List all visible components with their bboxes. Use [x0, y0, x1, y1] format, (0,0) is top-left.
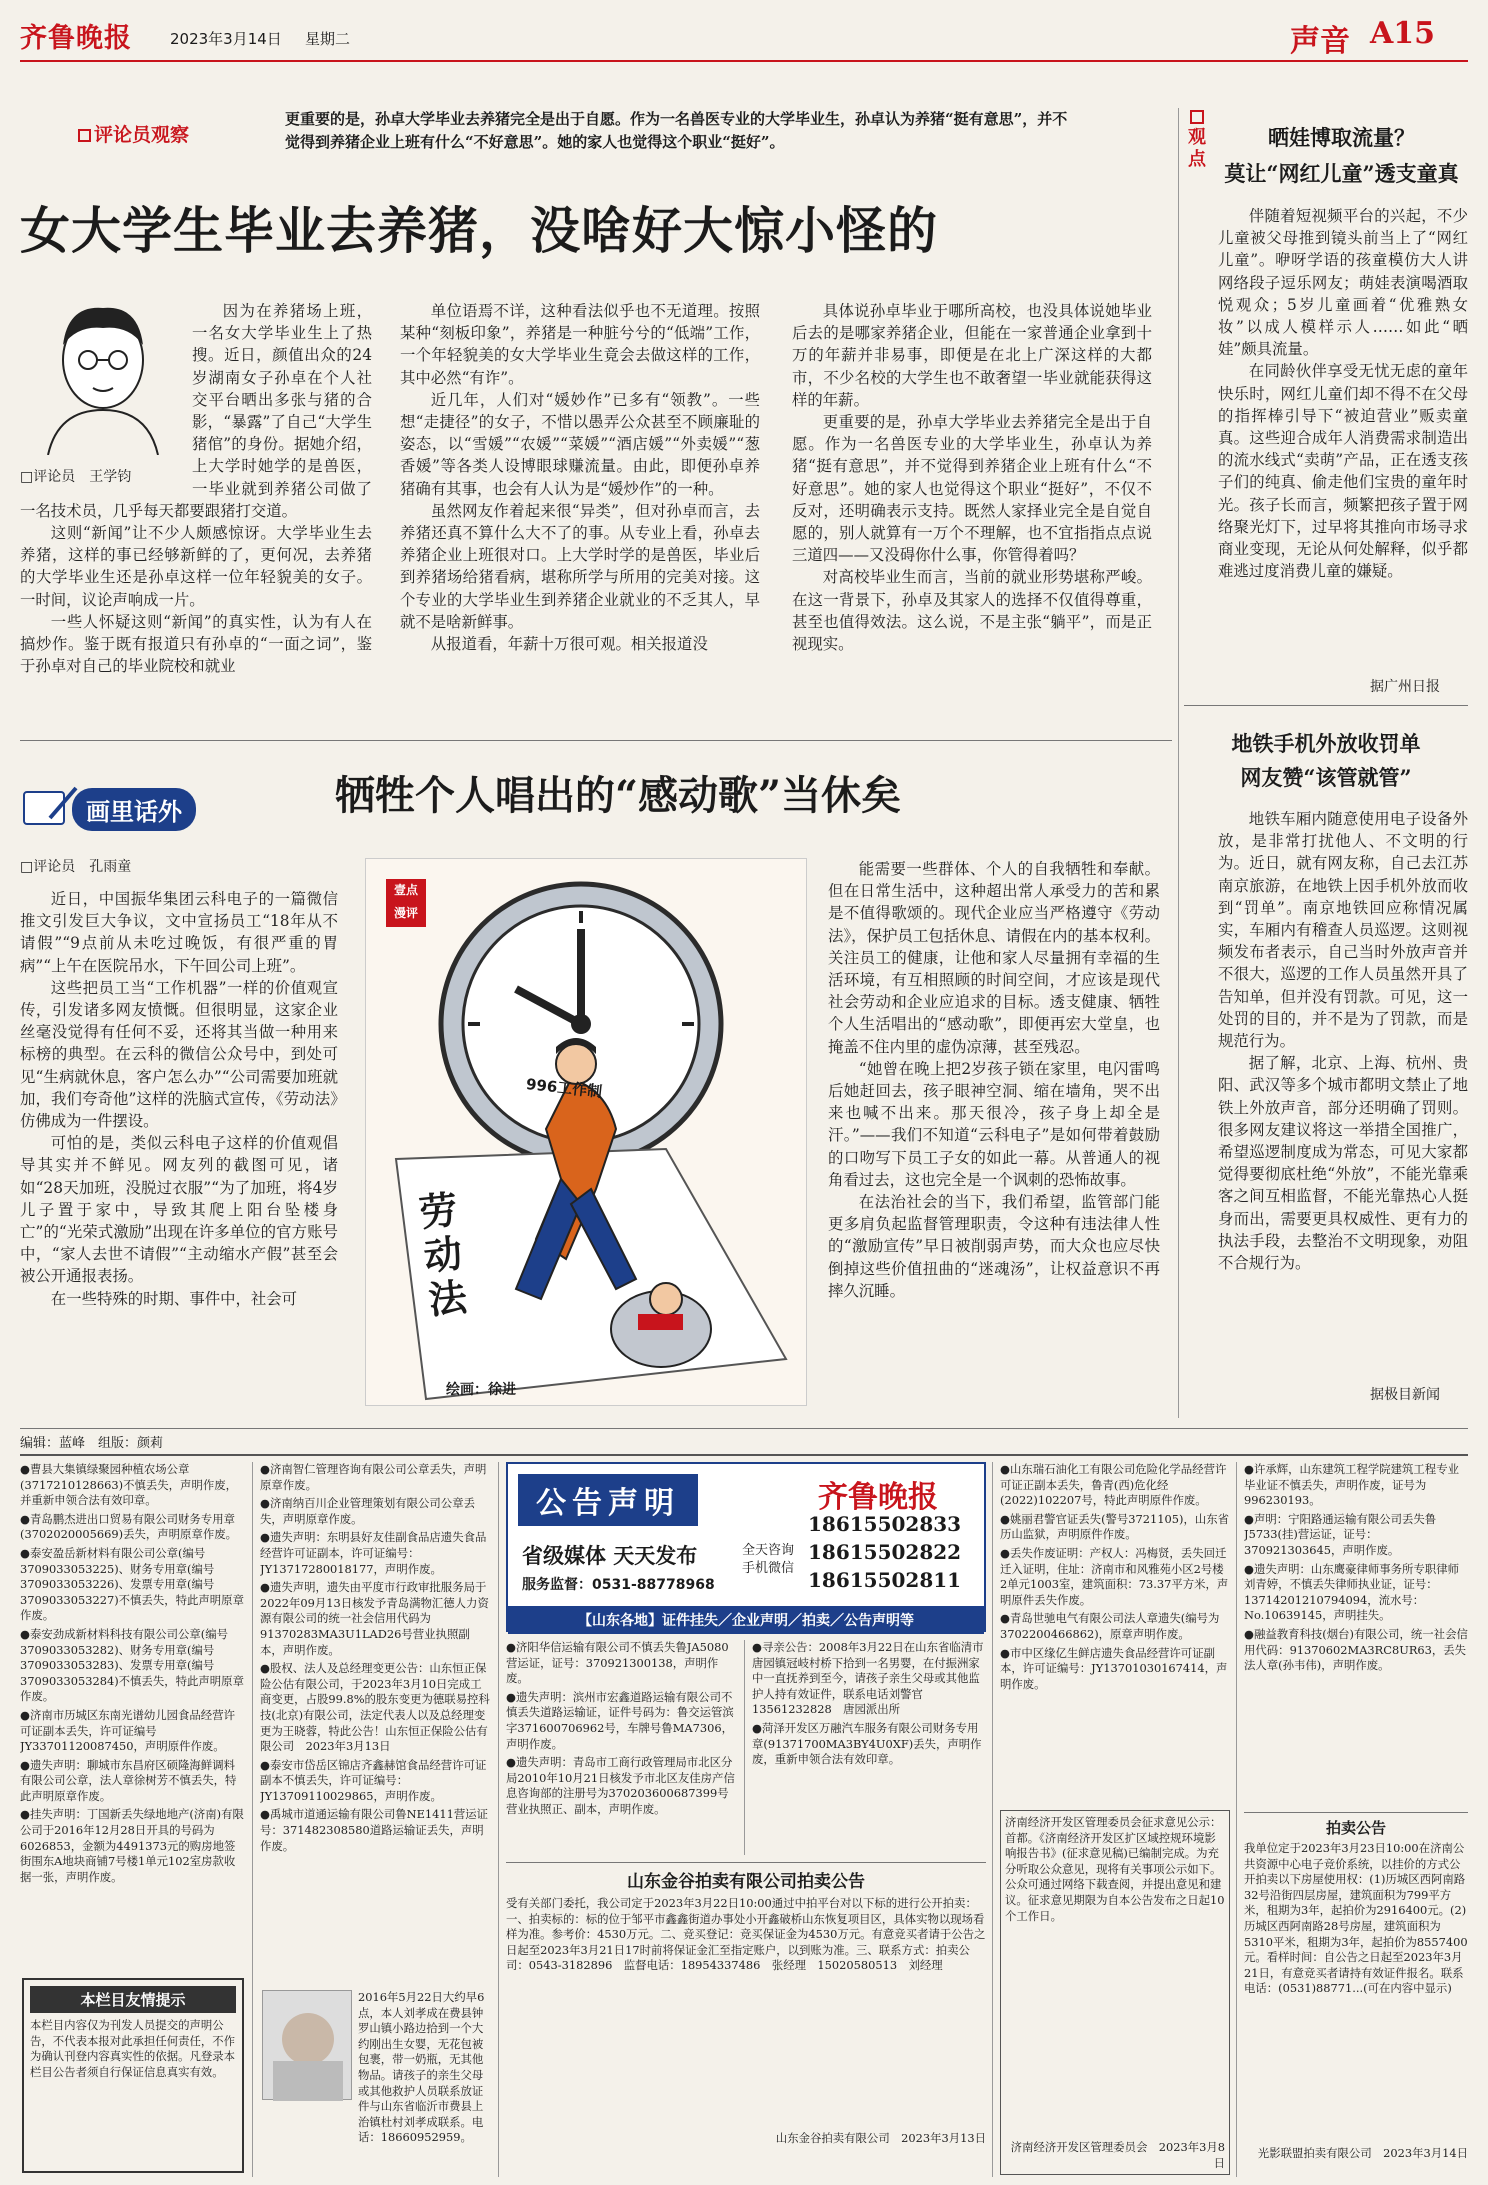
ad-item: ●股权、法人及总经理变更公告：山东恒正保险公估有限公司，于2023年3月10日完成工商变更，占股99.8%的股东变更为德联易控科技(北京)有限公司，法定代表人以及总经理变更为王晓蓉，特此公告！山东恒正保险公估有限公司 2023年3月13日	[260, 1661, 490, 1754]
ad-item: ●遗失声明，遗失由平度市行政审批服务局于2022年09月13日核发予青岛满物汇德人力资源有限公司的统一社会信用代码为91370283MA3U1LAD26号营业执照副本，声明作废。	[260, 1580, 489, 1657]
paragraph: “她曾在晚上把2岁孩子锁在家里，电闪雷鸣后她赶回去，孩子眼神空洞、缩在墙角，哭不出来也喊不出来。那天很冷，孩子身上却全是汗。”——我们不知道“云科电子”是如何带着鼓励的口吻写下员工子女的如此一幕。从普通人的视角看过去，这也完全是一个讽刺的恐怖故事。	[828, 1059, 1160, 1189]
editors-credit: 编辑：蓝峰 组版：颜莉	[20, 1436, 164, 1451]
paragraph: 这则“新闻”让不少人颇感惊讶。大学毕业生去养猪，这样的事已经够新鲜的了，更何况，去养猪的大学毕业生还是孙卓这样一位年轻貌美的女子。一时间，议论声响成一片。	[20, 524, 372, 609]
paragraph: 地铁车厢内随意使用电子设备外放，是非常打扰他人、不文明的行为。近日，就有网友称，自己去江苏南京旅游，在地铁上因手机外放而收到“罚单”。南京地铁回应称情况属实，车厢内有稽查人员巡逻。这则视频发布者表示，自己当时外放声音并不很大，巡逻的工作人员虽然开具了告知单，但并没有罚款。可见，这一处罚的目的，并不是为了罚款，而是规范行为。	[1218, 810, 1468, 1051]
foundling-notice: 2016年5月22日大约早6点，本人刘孝成在费县钟罗山镇小路边拾到一个大约刚出生女婴，无花包被包裹，带一奶瓶，无其他物品。请孩子的亲生父母或其他救护人员联系放证件与山东省临沂市费县上治镇杜村刘孝成联系。电话：18660952959。	[358, 1990, 485, 2145]
ad-divider	[252, 1462, 253, 2177]
paragraph: 一些人怀疑这则“新闻”的真实性，认为有人在搞炒作。鉴于既有报道只有孙卓的“一面之词”，鉴于孙卓对自己的毕业院校和就业	[20, 612, 372, 676]
auction-2-body: 我单位定于2023年3月23日10:00在济南公共资源中心电子竞价系统，以挂价的方式公开拍卖以下房屋使用权：(1)历城区西阿南路32号沿街四层房屋，建筑面积为799平方米，租期为3年，起拍价为2916400元。(2)历城区西阿南路28号房屋，建筑面积为5310平米，租期为3年，起拍价为8557400元。看样时间：自公告之日起至2023年3月21日，有意竞买者请持有效证件报名。联系电话：(0531)88771...(可在内容中显示)	[1244, 1841, 1468, 1996]
ad-item: ●泰安盈岳新材料有限公司公章(编号3709033053225)、财务专用章(编号3709033053226)、发票专用章(编号3709033053227)不慎丢失，特此声明原章作废。	[20, 1545, 244, 1623]
ad-item: ●泰安劲成新材料科技有限公司公章(编号3709033053282)、财务专用章(编号3709033053283)、发票专用章(编号3709033053284)不慎丢失，特此声明原章作废。	[20, 1626, 244, 1704]
ad-divider	[744, 1640, 745, 1855]
paragraph: 在同龄伙伴享受无忧无虑的童年快乐时，网红儿童们却不得不在父母的指挥棒引导下“被迫营业”贩卖童真。这些迎合成年人消费需求制造出的流水线式“卖萌”产品，正在透支孩子们的纯真、偷走他们宝贵的童年时光。孩子长而言，频繁把孩子置于网络聚光灯下，过早将其推向市场寻求商业变现，无论从何处解释，似乎都难逃过度消费儿童的嫌疑。	[1218, 362, 1468, 581]
notice-phone: 18615502833	[808, 1512, 962, 1536]
cartoon-credit: 绘画：徐进	[446, 1382, 516, 1398]
notice-categories: 【山东各地】证件挂失／企业声明／拍卖／公告声明等	[508, 1606, 984, 1634]
auction-notice	[506, 1862, 986, 2172]
section-tag-observation	[78, 120, 189, 147]
law-book-title: 劳动法	[417, 1186, 469, 1323]
cartoon-column-2	[828, 858, 1160, 1408]
ads-column-4	[752, 1640, 986, 1855]
ad-item: ●济阳华信运输有限公司不慎丢失鲁JA5080营运证，证号：370921300138，声明作废。	[506, 1640, 729, 1686]
auction-2-sign: 光影联盟拍卖有限公司 2023年3月14日	[1257, 2146, 1468, 2160]
ad-item: ●遗失声明：青岛市工商行政管理局市北区分局2010年10月21日核发予市北区友佳房产信息咨询部的注册号为370203600687399号营业执照正、副本，声明作废。	[506, 1755, 735, 1816]
ads-column-5	[1000, 1462, 1230, 1804]
paragraph: 据了解，北京、上海、杭州、贵阳、武汉等多个城市都明文禁止了地铁上外放声音，部分还明确了罚则。很多网友建议将这一举措全国推广，希望巡逻制度成为常态，可见大家都觉得要彻底杜绝“外放”，不能光靠乘客之间互相监督，不能光靠热心人挺身而出，需要更具权威性、更有力的执法手段，去整治不文明现象，劝阻不合规行为。	[1218, 1054, 1468, 1273]
ad-item: ●声明：宁阳路通运输有限公司丢失鲁J5733(挂)营运证，证号：370921303645，声明作废。	[1244, 1511, 1437, 1557]
ad-item: ●菏泽开发区万融汽车服务有限公司财务专用章(91371700MA3BY4U0XF)丢失，声明作废，重新申领合法有效印章。	[752, 1720, 982, 1767]
notice-brand: 齐鲁晚报	[818, 1480, 938, 1515]
viewpoint-title-2: 莫让“网红儿童”透支童真	[1224, 161, 1459, 186]
divider	[1184, 705, 1468, 706]
cartoon-section-tag	[20, 782, 260, 830]
consultation-sign: 济南经济开发区管理委员会 2023年3月8日	[1010, 2140, 1225, 2170]
viewpoint-source: 据广州日报	[1370, 679, 1440, 695]
section-name: 声音	[1290, 24, 1350, 59]
ad-item: ●许承辉，山东建筑工程学院建筑工程专业毕业证不慎丢失，声明作废，证号为996230193。	[1244, 1462, 1459, 1508]
viewpoint-tag-label: 观点	[1188, 127, 1206, 170]
subway-body	[1218, 808, 1468, 1383]
issue-weekday: 星期二	[305, 30, 351, 48]
ads-column-1	[20, 1462, 245, 1962]
notice-phone-list	[808, 1510, 961, 1594]
auction-2-title: 拍卖公告	[1325, 1819, 1386, 1837]
subway-title-1: 地铁手机外放收罚单	[1231, 731, 1421, 756]
auction-sign: 山东金谷拍卖有限公司 2023年3月13日	[775, 2131, 986, 2145]
ad-item: ●遗失声明：山东鹰豪律师事务所专职律师刘青婷，不慎丢失律师执业证，证号：13714201210794094，流水号：No.10639145，声明挂失。	[1244, 1561, 1459, 1623]
paragraph: 从报道看，年薪十万很可观。相关报道没	[430, 635, 708, 654]
observation-deck: 更重要的是，孙卓大学毕业去养猪完全是出于自愿。作为一名兽医专业的大学毕业生，孙卓认为养猪“挺有意思”，并不觉得到养猪企业上班有什么“不好意思”。她的家人也觉得这个职业“挺好”。	[285, 110, 1068, 151]
ad-item: ●山东瑞石油化工有限公司危险化学品经营许可证正副本丢失，鲁青(西)危化经(2022)102207号，特此声明原件作废。	[1000, 1462, 1227, 1508]
viewpoint-body	[1218, 205, 1468, 675]
ads-column-2	[260, 1462, 492, 1987]
paragraph: 在一些特殊的时期、事件中，社会可	[50, 1289, 298, 1308]
observation-tag: 评论员观察	[94, 124, 190, 146]
notice-slogan: 省级媒体 天天发布	[522, 1543, 698, 1568]
ad-item: ●挂失声明：丁国新丢失绿地地产(济南)有限公司于2016年12月28日开具的号码为6026853，金额为4491373元的购房地签街围东A地块商铺7号楼1单元102室房款收据一张，声明作废。	[20, 1807, 244, 1884]
ad-item: ●寻亲公告：2008年3月22日在山东省临清市唐园镇冠岐村桥下拾到一名男婴，在付振洲家中一直抚养到至今，请孩子亲生父母或其他监护人持有效证件，联系电话刘警官13561232828 唐园派出所	[752, 1640, 984, 1717]
paragraph: 更重要的是，孙卓大学毕业去养猪完全是出于自愿。作为一名兽医专业的大学毕业生，孙卓认为养猪“挺有意思”，并不觉得到养猪企业上班有什么“不好意思”。她的家人也觉得这个职业“挺好”，不仅不反对，还明确表示支持。既然人家择业完全是自觉自愿的，别人就算有一万个不理解，也不宜指指点点说三道四——又没碍你什么事，你管得着吗？	[792, 413, 1152, 565]
tips-body: 本栏目内容仅为刊发人员提交的声明公告，不代表本报对此承担任何责任，不作为确认刊登内容真实性的依据。凡登录本栏目公告者须自行保证信息真实有效。	[30, 2018, 236, 2079]
ads-column-3	[506, 1640, 738, 1855]
tag-icon	[78, 129, 91, 142]
ad-item: ●融益教育科技(烟台)有限公司，统一社会信用代码：91370602MA3RC8UR63，丢失法人章(孙韦伟)，声明作废。	[1244, 1626, 1468, 1673]
cartoon-tag-label: 画里话外	[72, 788, 196, 831]
comic-badge-line-2: 漫评	[393, 906, 418, 920]
observation-byline: □评论员 王学钧	[20, 469, 132, 485]
consultation-box	[1000, 1810, 1230, 2175]
paragraph: 能需要一些群体、个人的自我牺牲和奉献。但在日常生活中，这种超出常人承受力的苦和累是不值得歌颂的。现代企业应当严格遵守《劳动法》，保护员工包括休息、请假在内的基本权利。关注员工的健康，让他和家人尽量拥有幸福的生活环境，有互相照顾的时间空间，才应该是现代社会劳动和企业应追求的目标。透支健康、牺牲个人生活唱出的“感动歌”，即便再宏大堂皇，也掩盖不住内里的虚伪凉薄，甚至残忍。	[828, 860, 1160, 1056]
paragraph: 在法治社会的当下，我们希望，监管部门能更多肩负起监督管理职责，令这种有违法律人性的“激励宣传”早日被削弱声势，而大众也应尽快倒掉这些价值扭曲的“迷魂汤”，让权益意识不再摔久沉睡。	[828, 1193, 1160, 1300]
brand-logo: 齐鲁晚报	[20, 23, 132, 54]
consultation-body: 济南经济开发区管理委员会征求意见公示：首都。《济南经济开发区扩区域控规环境影响报告书》(征求意见稿)已编制完成。为充分听取公众意见，现将有关事项公示如下。公众可通过网络下载查阅，并提出意见和建议。征求意见期限为自本公告发布之日起10个工作日。	[1005, 1815, 1225, 1923]
cartoon-headline: 牺牲个人唱出的“感动歌”当休矣	[335, 772, 902, 819]
cartoon-illustration	[365, 858, 807, 1406]
ads-column-6	[1244, 1462, 1468, 1807]
viewpoint-title-1: 晒娃博取流量？	[1268, 125, 1415, 150]
subway-source: 据极目新闻	[1370, 1387, 1440, 1403]
paragraph: 可怕的是，类似云科电子这样的价值观倡导其实并不鲜见。网友列的截图可见，诸如“28天加班，没脱过衣服”“为了加班，将4岁儿子置于家中，导致其爬上阳台坠楼身亡”的“光荣式激励”出现在许多单位的官方账号中，“家人去世不请假”“主动缩水产假”甚至会被公开通报表扬。	[20, 1134, 338, 1286]
observation-column-1	[20, 300, 372, 720]
ad-item: ●济南智仁管理咨询有限公司公章丢失，声明原章作废。	[260, 1462, 487, 1492]
notice-phone: 18615502822	[808, 1540, 962, 1564]
paragraph: 近日，中国振华集团云科电子的一篇微信推文引发巨大争议，文中宣扬员工“18年从不请假”“9点前从未吃过晚饭，有很严重的胃病”“上午在医院吊水，下午回公司上班”。	[20, 890, 338, 975]
auction-title: 山东金谷拍卖有限公司拍卖公告	[627, 1872, 865, 1892]
comic-badge	[386, 879, 426, 925]
column-divider	[1178, 108, 1179, 1418]
ad-divider	[1236, 1462, 1237, 2177]
masthead	[20, 14, 1468, 66]
observation-column-2	[400, 300, 760, 720]
divider	[20, 740, 1172, 741]
paragraph: 这些把员工当“工作机器”一样的价值观宣传，引发诸多网友愤慨。但很明显，这家企业丝毫没觉得有任何不妥，还将其当做一种用来标榜的典型。在云科的微信公众号中，到处可见“生病就休息，客户怎么办”“公司需要加班就加，我们夸奇他”这样的洗脑式宣传，《劳动法》仿佛成为一件摆设。	[20, 978, 338, 1131]
baby-photo	[262, 1990, 352, 2100]
ad-divider	[498, 1462, 499, 2177]
tips-title: 本栏目友情提示	[30, 1986, 236, 2013]
paragraph: 对高校毕业生而言，当前的就业形势堪称严峻。在这一背景下，孙卓及其家人的选择不仅值得尊重，甚至也值得效法。这么说，不是主张“躺平”，而是正视现实。	[792, 568, 1152, 654]
subway-title-2: 网友赞“该管就管”	[1240, 765, 1412, 790]
clock-label: 996工作制	[525, 1075, 603, 1101]
notice-hotline: 服务监督：0531-88778968	[522, 1577, 715, 1593]
page-number: A15	[1370, 16, 1436, 51]
ad-item: ●济南纳百川企业管理策划有限公司公章丢失，声明原章作废。	[260, 1496, 475, 1526]
ad-item: ●青岛鹏杰进出口贸易有限公司财务专用章(3702020005669)丢失，声明原章作废。	[20, 1511, 238, 1542]
paragraph: 因为在养猪场上班，一名女大学毕业生上了热搜。近日，颜值出众的24岁湖南女子孙卓在个人社交平台晒出多张与猪的合影，“暴露”了自己“大学生猪倌”的身份。据她介绍，上大学时她学的是兽医，一毕业就到养猪公司做了一名技术员，几乎每天都要跟猪打交道。	[20, 302, 372, 520]
notice-banner	[506, 1462, 986, 1632]
cartoon-byline: □评论员 孔雨童	[20, 859, 132, 875]
notice-phone: 18615502811	[808, 1568, 962, 1592]
notice-title: 公告声明	[518, 1474, 698, 1526]
cartoon-column-1	[20, 888, 338, 1408]
observation-headline: 女大学生毕业去养猪，没啥好大惊小怪的	[20, 201, 938, 260]
auction-body: 受有关部门委托，我公司定于2023年3月22日10:00通过中拍平台对以下标的进行公开拍卖：一、拍卖标的：标的位于邹平市鑫鑫街道办事处小开鑫破桥山东恢复项目区，具体实物以现场看样为准。参考价：4530万元。二、竞买登记：竞买保证金为4530万元。有意竞买者请于公告之日起至2023年3月21日17时前将保证金汇至指定账户，以到账为准。三、联系方式：拍卖公司：0543-3182896 监督电话：18954337486 张经理 15020580513 刘经理	[506, 1896, 986, 1973]
ad-item: ●遗失声明：东明县好友佳副食品店遗失食品经营许可证副本，许可证编号：JY13717280018177，声明作废。	[260, 1530, 487, 1576]
paragraph: 单位语焉不详，这种看法似乎也不无道理。按照某种“刻板印象”，养猪是一种脏兮兮的“低端”工作，一个年轻貌美的女大学毕业生竟会去做这样的工作，其中必然“有诈”。	[400, 302, 760, 387]
ad-item: ●济南市历城区东南光谱幼儿园食品经营许可证副本丢失，许可证编号JY33701120087450，声明原件作废。	[20, 1707, 235, 1754]
notice-phones-label: 全天咨询 手机微信	[742, 1543, 795, 1576]
observation-column-3	[792, 300, 1152, 720]
viewpoint-tag	[1184, 110, 1210, 171]
paragraph: 伴随着短视频平台的兴起，不少儿童被父母推到镜头前当上了“网红儿童”。咿呀学语的孩童模仿大人讲网络段子逗乐网友；萌娃表演喝酒取悦观众；5岁儿童画着“优雅熟女妆”以成人模样示人……如此“晒娃”颇具流量。	[1218, 207, 1468, 359]
ad-item: ●市中区缘亿生鲜店遗失食品经营许可证副本，许可证编号：JY13701030167414，声明作废。	[1000, 1645, 1228, 1691]
ad-divider	[992, 1462, 993, 2177]
ad-item: ●姚丽君警官证丢失(警号3721105)，山东省历山监狱，声明原件作废。	[1000, 1511, 1230, 1542]
ad-item: ●曹县大集镇绿聚园种植农场公章(3717210128663)不慎丢失，声明作废，并重新申领合法有效印章。	[20, 1462, 238, 1508]
paragraph: 具体说孙卓毕业于哪所高校，也没具体说她毕业后去的是哪家养猪企业，但能在一家普通企业拿到十万的年薪并非易事，即便是在北上广深这样的大都市，不少名校的大学生也不敢奢望一毕业就能获得这样的年薪。	[792, 302, 1152, 409]
ad-item: ●遗失声明：聊城市东昌府区硕隆海鲜调料有限公司公章，法人章徐树芳不慎丢失，特此声明原章作废。	[20, 1757, 237, 1803]
ad-item: ●青岛世驰电气有限公司法人章遗失(编号为3702200466862)，原章声明作废。	[1000, 1611, 1220, 1641]
ad-item: ●泰安市岱岳区锦店齐鑫赫馆食品经营许可证副本不慎丢失，许可证编号：JY13709110029865，声明作废。	[260, 1757, 487, 1803]
issue-date: 2023年3月14日	[170, 30, 282, 48]
paragraph: 近几年，人们对“媛妙作”已多有“领教”。一些想“走捷径”的女子，不惜以愚弄公众甚至不顾廉耻的姿态，以“雪媛”“农媛”“菜媛”“酒店媛”“外卖媛”“葱香媛”等各类人设博眼球赚流量。由此，即便孙卓养猪确有其事，也会有人认为是“媛炒作”的一种。	[400, 390, 760, 498]
tips-box	[22, 1978, 244, 2173]
comic-badge-line-1: 壹点	[393, 883, 418, 897]
ad-item: ●禹城市道通运输有限公司鲁NE1411营运证号：371482308580道路运输证丢失，声明作废。	[260, 1807, 489, 1853]
masthead-rule	[20, 60, 1468, 62]
tag-icon	[1190, 110, 1204, 124]
editor-rule	[20, 1428, 1468, 1429]
ad-item: ●遗失声明：滨州市宏鑫道路运输有限公司不慎丢失道路运输证，证件号码为：鲁交运管滨字371600706962号，车牌号鲁MA7306，声明作废。	[506, 1689, 734, 1751]
ads-rule	[20, 1454, 1468, 1456]
auction-notice-2	[1244, 1812, 1468, 2175]
ad-item: ●丢失作废证明：产权人：冯梅贤，丢失回迁迁入证明，住址：济南市和风雅苑小区2号楼2单元1003室，建筑面积：73.37平方米，声明原件丢失作废。	[1000, 1545, 1229, 1607]
paragraph: 虽然网友作着起来很“异类”，但对孙卓而言，去养猪还真不算什么大不了的事。从专业上看，孙卓去养猪企业上班很对口。上大学时学的是兽医，毕业后到养猪场给猪看病，堪称所学与所用的完美对接。这个专业的大学毕业生到养猪企业就业的不乏其人，早就不是啥新鲜事。	[400, 501, 760, 631]
